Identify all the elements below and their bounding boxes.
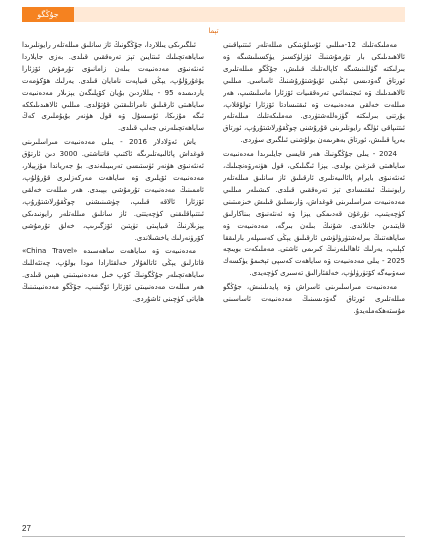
section-tag: تېما (208, 27, 219, 35)
header-band (22, 7, 405, 22)
paragraph: مەدەنىيەت مىراسلىرىنى ئاسراش ۋە پايدىلىنىش، جۇڭگو مىللەتلىرى ئورتاق گەۋدىسىنىڭ مەدەنىيەت ئاساسىنى مۇستەھكەملەيدۇ. (223, 283, 405, 315)
right-text-column (223, 40, 405, 514)
paragraph: ئىلگىرىكى يىللاردا، جۇڭگونىڭ ئاز سانلىق مىللەتلەر رايونلىرىدا ساياھەتچىلىك ئىنتايىن تېز تەرەققىي قىلدى. بەزى جايلاردا ئەنئەنىۋى مەدەنىيەت بىلەن زامانىۋى تۇرمۇش ئۆزئارا يۇغۇرۇلۇپ، يېڭى قىياپەت نامايان قىلدى. يەرلىك ھۆكۈمەت ياردىمىدە 95 - يىللاردىن بۇيان كۆپلىگەن يېزىلار مەدەنىيەت ساياھىتى ئارقىلىق نامراتلىقتىن قۇتۇلدى. مىللىي ئالاھىدىلىككە ئىگە مۇزىكا، ئۇسسۇل ۋە قول ھۈنەر بۇيۇملىرى كەڭ ساياھەتچىلەرنى جەلپ قىلدى. (22, 41, 204, 133)
paragraph: 2024 - يىلى جۇڭگونىڭ ھەر قايسى جايلىرىدا مەدەنىيەت ساياھىتى قىزغىن بولدى. يېزا ئىگىلىكى، قول ھۈنەرۋەنچىلىك، ئەنئەنىۋى بايرام پائالىيەتلىرى ئارقىلىق ئاز سانلىق مىللەتلەر رايونىنىڭ ئىقتىسادى تېز تەرەققىي قىلدى. كىشىلەر مىللىي مەدەنىيەت مىراسلىرىنى قوغداش، ۋارىسلىق قىلىش خىزمىتىنى كۈچەيتىپ، نۇرغۇن قەدىمكى يېزا ۋە ئەنئەنىۋى بىناكارلىق قايتىدىن جانلاندى. شۇنىڭ بىلەن بىرگە، مەدەنىيەت ۋە ساياھەتنىڭ بىرلەشتۈرۈلۈشى ئارقىلىق يېڭى كەسىپلەر بارلىققا كېلىپ، يەرلىك ئاھالىلەرنىڭ كىرىمى ئاشتى. مەملىكەت بويىچە 2025 - يىلى مەدەنىيەت ۋە ساياھەت كەسپى تېخىمۇ يۈكسەك سەۋىيەگە كۆتۈرۈلۈپ، خەلقئارالىق تەسىرى كۈچەيدى. (223, 150, 405, 278)
paragraph: مەملىكەتلىك 12-مىللىي ئۇسلۇبتىكى مىللەتلەر ئىتتىپاقىنى ئالاھىدىلىكى بار تۇرمۇشنىڭ ئۈزلۈكسىز يۈكسىلىشىگە ۋە بىرلىكتە گۈللىنىشىگە كاپالەتلىك قىلىش، جۇڭگو مىللەتلىرى ئورتاق گەۋدىسى ئېڭىنى ئۇيۇشتۇرۇشنىڭ ئاساسى. مىللىي ئالاھىدىلىك ۋە ئىجتىمائىي تەرەققىيات ئۆزئارا ماسلىشىپ، ھەر مىللەت خەلقى مەدەنىيەت ۋە ئىقتىسادتا ئۆزئارا تولۇقلاپ، يۇرتنى بىرلىكتە گۈزەللەشتۈردى. مەملىكەتلىك مىللەتلەر ئىتتىپاقى ئۈلگە رايونلىرىنى قۇرۇشنى چوڭقۇرلاشتۇرۇپ، ئورتاق بەرپا قىلىش، ئورتاق بەھرىمەن بولۇشنى ئىلگىرى سۈردى. (223, 41, 405, 145)
page-number: 27 (22, 524, 31, 533)
magazine-title: جۇڭگو مىللەتلىرى (22, 7, 74, 22)
paragraph: ياش ئەۋلادلار 2016 - يىلى مەدەنىيەت مىراسلىرىنى قوغداش پائالىيەتلىرىگە ئاكتىپ قاتناشتى. 3000 دىن ئارتۇق ئەنئەنىۋى ھۈنەر ئۈستىسى تەربىيىلەندى. بۇ جەرياندا مۇزېيلار، مەدەنىيەت ئۆيلىرى ۋە ساياھەت مەركەزلىرى قۇرۇلۇپ، ئاممىنىڭ مەدەنىيەت تۇرمۇشى بېيىدى. ھەر مىللەت خەلقى ئۆزئارا ئالاقە قىلىپ، چۈشىنىشنى چوڭقۇرلاشتۇرۇپ، ئىتتىپاقلىقنى كۈچەيتتى. ئاز سانلىق مىللەتلەر رايونىدىكى يېزىلارنىڭ قىياپىتى تۈپتىن ئۆزگىرىپ، خەلق تۇرمۇشى كۆرۈنەرلىك ياخشىلاندى. (22, 138, 204, 242)
footer-rule (22, 536, 405, 537)
paragraph: مەدەنىيەت ۋە ساياھەت ساھەسىدە «China Travel» قاتارلىق يېڭى ئاتالغۇلار خەلقئارادا مودا بولۇپ، چەتئەللىك ساياھەتچىلەر جۇڭگونىڭ كۆپ خىل مەدەنىيىتىنى ھېس قىلدى. ھەر مىللەت مەدەنىيىتى ئۆزئارا ئۆگىنىپ، جۇڭگو مەدەنىيىتىنىڭ ھاياتى كۈچىنى ئاشۇردى. (22, 247, 204, 304)
left-text-column (22, 40, 204, 514)
